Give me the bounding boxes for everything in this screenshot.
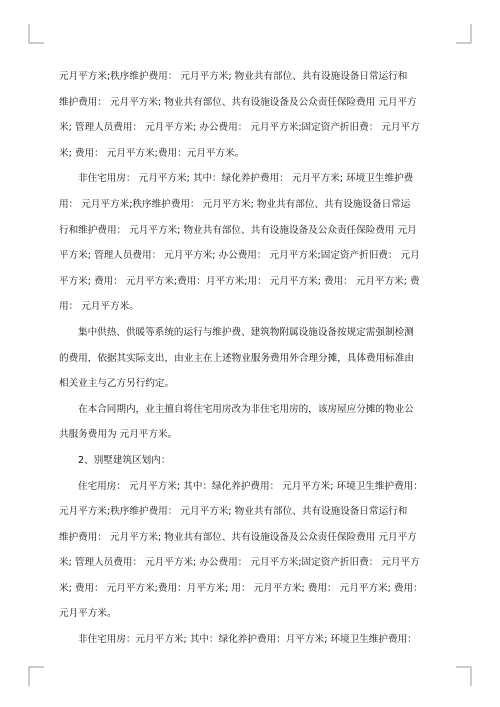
crop-mark-top-left	[28, 24, 44, 44]
text-line: 平方米; 管理人员费用： 元月平方米; 办公费用： 元月平方米;固定资产折旧费： 元月	[59, 250, 420, 262]
text-line: 米; 费用： 元月平方米;费用：月平方米; 用： 元月平方米; 费用： 元月平方米; 费用：	[59, 582, 423, 594]
text-line: 非住宅用房：元月平方米; 其中：绿化养护费用：月平方米; 环境卫生维护费用：	[78, 634, 417, 646]
text-line: 集中供热、供暖等系统的运行与维护费、建筑物附属设施设备按规定需强制检测	[78, 326, 414, 338]
text-line: 的费用，依据其实际支出，由业主在上述物业服务费用外合理分摊，具体费用标准由	[59, 352, 414, 364]
text-line: 相关业主与乙方另行约定。	[59, 378, 175, 390]
text-line: 元月平方米;秩序维护费用： 元月平方米; 物业共有部位、共有设施设备日常运行和	[59, 506, 408, 518]
crop-mark-bottom-left	[28, 666, 44, 686]
text-line: 用： 元月平方米。	[59, 301, 139, 313]
text-line: 米; 管理人员费用： 元月平方米; 办公费用： 元月平方米;固定资产折旧费： 元月平方	[59, 557, 420, 569]
crop-mark-bottom-right	[456, 666, 472, 686]
document-body	[59, 64, 443, 653]
text-line: 平方米; 费用： 元月平方米;费用：月平方米;用： 元月平方米; 费用： 元月平方米; 费	[59, 275, 420, 287]
text-line: 维护费用： 元月平方米; 物业共有部位、共有设施设备及公众责任保险费用 元月平方	[59, 531, 417, 543]
crop-mark-top-right	[456, 24, 472, 44]
text-line: 米; 费用： 元月平方米;费用：元月平方米。	[59, 147, 245, 159]
text-line: 行和维护费用： 元月平方米; 物业共有部位、共有设施设备及公众责任保险费用 元月	[59, 224, 417, 236]
text-line: 2、别墅建筑区划内：	[78, 454, 171, 466]
text-line: 米; 管理人员费用： 元月平方米; 办公费用： 元月平方米;固定资产折旧费： 元月平方	[59, 122, 420, 134]
text-line: 用： 元月平方米;秩序维护费用： 元月平方米; 物业共有部位、共有设施设备日常运	[59, 198, 411, 210]
text-line: 非住宅用房： 元月平方米; 其中：绿化养护费用： 元月平方米; 环境卫生维护费	[78, 173, 414, 185]
text-line: 元月平方米;秩序维护费用： 元月平方米; 物业共有部位、共有设施设备日常运行和	[59, 71, 408, 82]
text-line: 维护费用： 元月平方米; 物业共有部位、共有设施设备及公众责任保险费用 元月平方	[59, 96, 417, 108]
text-line: 元月平方米。	[59, 608, 117, 620]
text-line: 在本合同期内，业主擅自将住宅用房改为非住宅用房的，该房屋应分摊的物业公	[78, 403, 414, 415]
text-line: 共服务费用为 元月平方米。	[59, 429, 178, 441]
text-line: 住宅用房： 元月平方米; 其中：绿化养护费用： 元月平方米; 环境卫生维护费用：	[78, 480, 423, 492]
